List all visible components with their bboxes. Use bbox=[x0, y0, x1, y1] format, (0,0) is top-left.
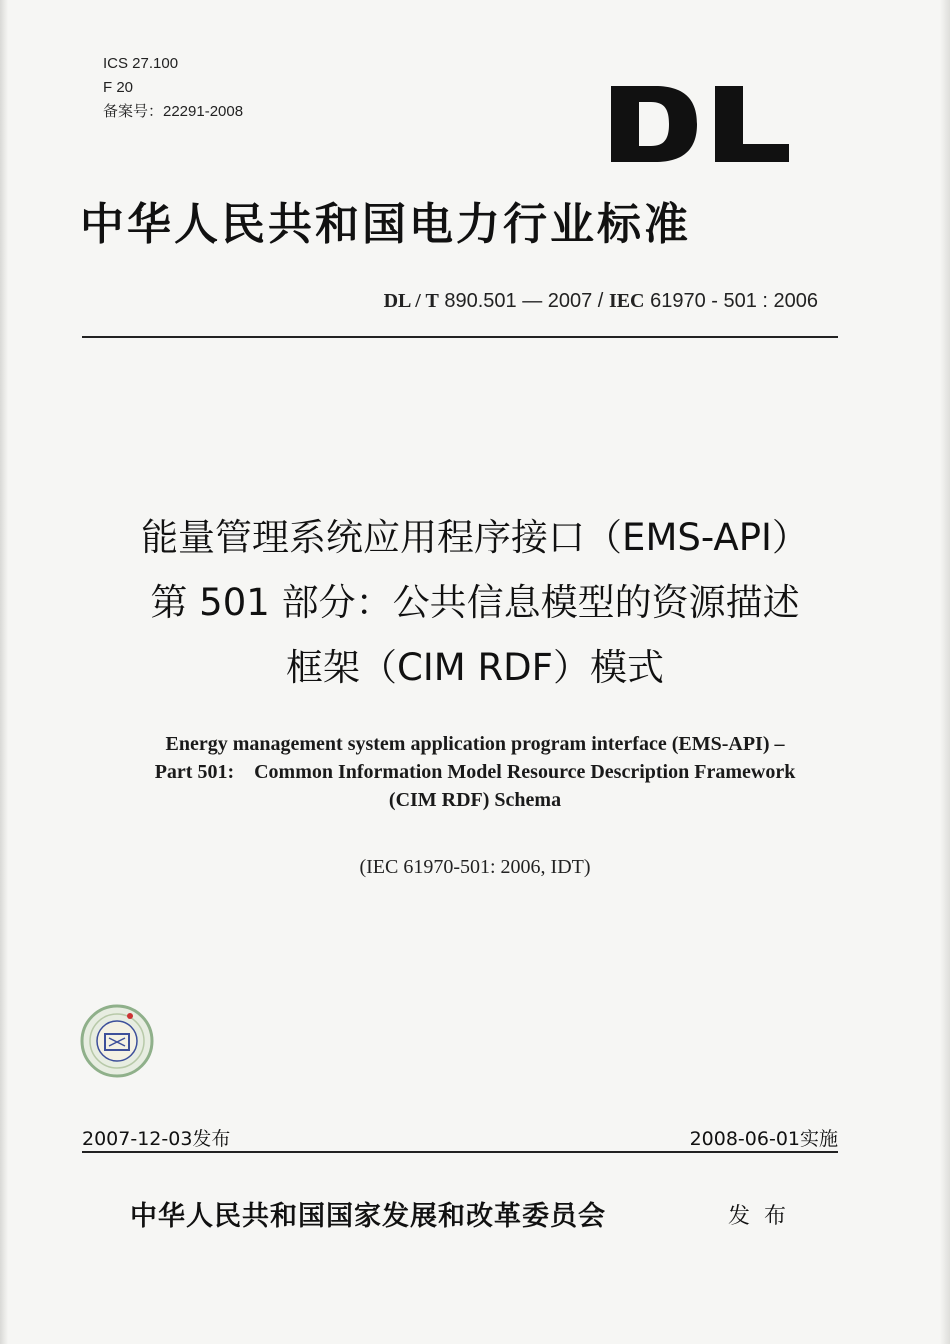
equivalence-statement: (IEC 61970-501: 2006, IDT) bbox=[359, 856, 591, 878]
chinese-title bbox=[60, 505, 890, 700]
standard-prefix: DL / T bbox=[383, 290, 439, 312]
english-title bbox=[60, 730, 890, 814]
english-title-line-1: Energy management system application program interface (EMS-API) – bbox=[165, 733, 785, 755]
dates-row bbox=[82, 1124, 838, 1152]
scan-edge-right bbox=[940, 0, 950, 1344]
header-rule bbox=[82, 336, 838, 338]
effective-date: 2008-06-01实施 bbox=[689, 1128, 838, 1150]
english-title-line-2: Part 501: Common Information Model Resource Description Framework bbox=[154, 761, 796, 783]
publisher-seal bbox=[80, 1004, 154, 1078]
footer-rule bbox=[82, 1151, 838, 1153]
publish-label: 发布 bbox=[728, 1204, 801, 1229]
standard-number bbox=[384, 290, 818, 313]
class-code: F 20 bbox=[103, 79, 134, 96]
chinese-title-line-1: 能量管理系统应用程序接口（EMS-API） bbox=[141, 516, 809, 559]
filing-number: 备案号：22291-2008 bbox=[103, 103, 244, 120]
standard-code: 890.501 — 2007 / bbox=[438, 290, 609, 312]
dl-logo bbox=[609, 84, 791, 164]
scan-edge-left bbox=[0, 0, 8, 1344]
classification-block bbox=[103, 52, 243, 124]
issuing-authority: 中华人民共和国国家发展和改革委员会 bbox=[130, 1201, 606, 1232]
chinese-title-line-3: 框架（CIM RDF）模式 bbox=[286, 646, 664, 689]
english-title-line-3: (CIM RDF) Schema bbox=[388, 789, 562, 811]
issue-date: 2007-12-03发布 bbox=[82, 1128, 231, 1150]
chinese-title-line-2: 第 501 部分：公共信息模型的资源描述 bbox=[150, 581, 800, 624]
industry-standard-title: 中华人民共和国电力行业标准 bbox=[80, 199, 691, 250]
iec-prefix: IEC bbox=[608, 290, 645, 312]
iec-code: 61970 - 501 : 2006 bbox=[644, 290, 818, 312]
ics-code: ICS 27.100 bbox=[103, 55, 179, 72]
